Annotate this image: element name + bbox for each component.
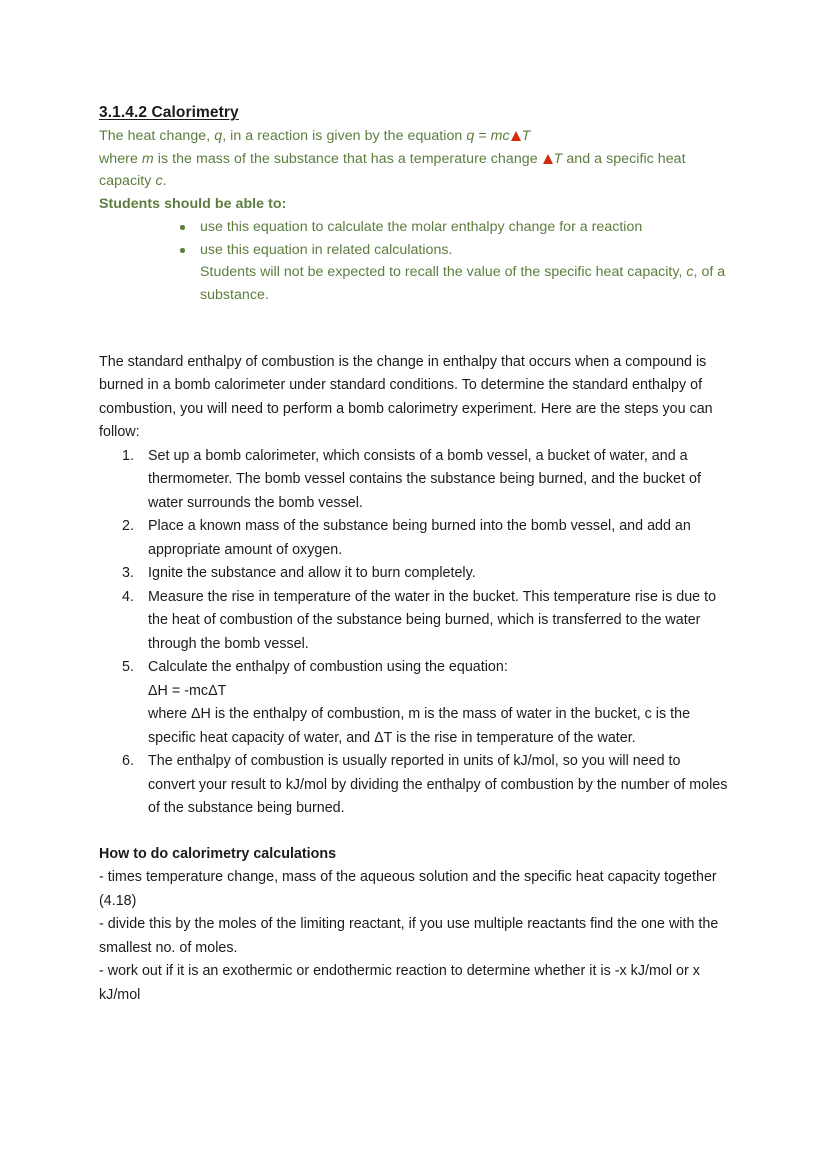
list-item: [99, 656, 731, 750]
bullet-text: use this equation in related calculations.: [200, 241, 453, 258]
equation-temperature-T: T: [521, 128, 531, 144]
list-item: [99, 216, 731, 239]
list-item: [99, 586, 731, 657]
how-to-line: - work out if it is an exothermic or endothermic reaction to determine whether it is -x kJ/mol or x kJ/mol: [99, 963, 700, 1003]
enthalpy-equation-explanation: where ΔH is the enthalpy of combustion, m is the mass of water in the bucket, c is the specific heat capacity of water, and ΔT is the rise in temperature of the water.: [148, 706, 691, 746]
procedure-step-list: [99, 445, 731, 821]
how-to-line: - divide this by the moles of the limiting reactant, if you use multiple reactants find the one with the smallest no. of moles.: [99, 916, 719, 956]
temperature-change-T: T: [553, 150, 563, 167]
where-definition-line: [99, 148, 731, 193]
symbol-q-italic: q: [214, 128, 223, 144]
equation-q-equals-mc: q = mc: [466, 128, 510, 144]
step-text: Calculate the enthalpy of combustion using the equation:: [148, 659, 508, 676]
equation-line-prefix: The heat change,: [99, 128, 215, 144]
where-end: .: [162, 173, 167, 190]
heat-change-equation-line: [99, 125, 731, 148]
step-text: Set up a bomb calorimeter, which consists of a bomb vessel, a bucket of water, and a thermometer. The bomb vessel contains the substance being burned, and the bucket of water surrounds the bomb vessel.: [148, 447, 701, 511]
how-to-line: - times temperature change, mass of the aqueous solution and the specific heat capacity together (4.18): [99, 869, 717, 909]
note-prefix: Students will not be expected to recall the value of the specific heat capacity,: [200, 264, 687, 281]
step-text: The enthalpy of combustion is usually reported in units of kJ/mol, so you will need to convert your result to kJ/mol by dividing the enthalpy of combustion by the number of moles of the substance being burned.: [148, 753, 728, 817]
equation-line-middle: , in a reaction is given by the equation: [222, 128, 467, 144]
delta-triangle-icon: [543, 154, 553, 164]
how-to-heading: How to do calorimetry calculations: [99, 845, 337, 862]
specification-note: [99, 261, 731, 306]
step-text: Measure the rise in temperature of the water in the bucket. This temperature rise is due to the heat of combustion of the substance being burned, which is transferred to the water through the bomb vessel.: [148, 588, 717, 652]
page-title: 3.1.4.2 Calorimetry: [99, 104, 239, 121]
list-item: [99, 750, 731, 821]
step-text: Ignite the substance and allow it to burn completely.: [148, 565, 476, 582]
delta-triangle-icon: [511, 131, 521, 141]
list-item: [99, 239, 731, 262]
section-spacer: [99, 821, 731, 843]
symbol-c-italic: c: [155, 173, 163, 190]
intro-paragraph: The standard enthalpy of combustion is the change in enthalpy that occurs when a compound is burned in a bomb calorimeter under standard conditions. To determine the standard enthalpy of combustion, you will need to perform a bomb calorimetry experiment. Here are the steps you can follow:: [99, 353, 713, 441]
enthalpy-equation: ΔH = -mcΔT: [148, 682, 227, 699]
page-content: [99, 101, 731, 1007]
where-prefix: where: [99, 150, 142, 167]
where-post: and a specific heat capacity: [99, 150, 686, 190]
bullet-text: use this equation to calculate the molar enthalpy change for a reaction: [200, 218, 643, 235]
how-to-section: [99, 843, 731, 1008]
note-suffix: , of a substance.: [200, 264, 726, 303]
where-middle: is the mass of the substance that has a temperature change: [153, 150, 542, 167]
specification-bullet-list: [99, 216, 731, 261]
students-should-be-able-to-label: Students should be able to:: [99, 196, 287, 213]
step-text: Place a known mass of the substance being burned into the bomb vessel, and add an appropriate amount of oxygen.: [148, 518, 691, 558]
list-item: [99, 445, 731, 516]
specification-block: [99, 101, 731, 307]
list-item: [99, 562, 731, 586]
section-spacer: [99, 307, 731, 351]
symbol-m-italic: m: [141, 150, 154, 167]
symbol-c-italic: c: [686, 264, 694, 281]
list-item: [99, 515, 731, 562]
